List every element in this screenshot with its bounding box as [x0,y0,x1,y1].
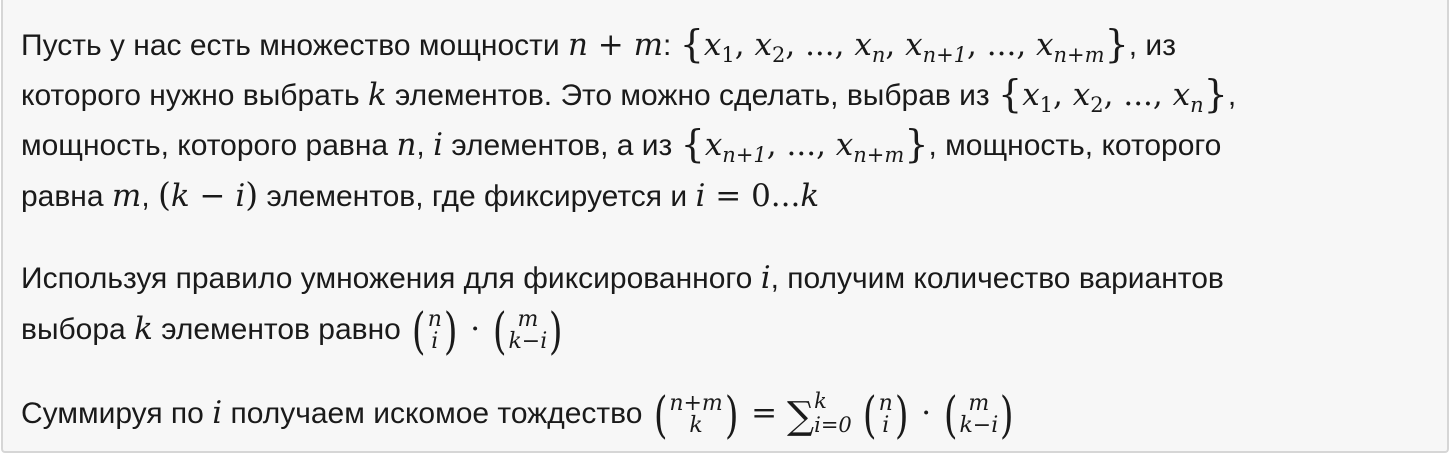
line-7 [21,387,1427,443]
math-cdot: · [460,310,490,347]
binomial-stack [879,393,893,437]
math-rparen: ) [1000,386,1014,444]
math-sub: 2 [771,43,786,67]
paragraph-combinatorial-argument [21,20,1427,221]
binomial-top: n [878,391,893,416]
binomial-m-k-minus-i [941,387,1017,443]
math-lbrace: { [680,122,705,166]
math-x: x [754,27,772,63]
answer-card [1,0,1449,453]
math-comma: , [734,27,755,63]
math-ellipsis: ... [786,127,817,163]
math-cdot: · [911,394,941,431]
math-lparen: ( [492,302,507,360]
math-comma: , [785,27,806,63]
line-4 [21,170,1427,221]
math-lbrace: { [998,72,1023,116]
math-ellipsis: ... [770,178,801,214]
summation-upper: k [814,388,827,413]
math-comma: , [967,27,987,63]
text: , мощность, которого [928,129,1222,162]
math-i: i [235,178,246,214]
binomial-top: m [517,307,539,332]
text: Используя правило умножения для фиксированного [21,262,761,295]
math-rparen: ) [724,386,739,444]
answer-content [21,20,1427,443]
math-k: k [800,178,820,214]
binomial-stack [428,309,442,353]
binomial-bottom: k [689,413,703,438]
math-x: x [835,127,854,163]
binomial-stack [959,393,998,437]
math-ellipsis: ... [1123,77,1153,113]
line-2 [21,70,1427,120]
math-comma: , [1016,27,1037,63]
math-x: x [1022,77,1040,113]
math-n: n [396,127,417,163]
math-rbrace: } [904,122,929,166]
text: элементов равно [152,312,410,346]
math-x: x [1072,77,1091,113]
math-rbrace: } [1203,72,1228,116]
math-comma: , [1103,77,1124,113]
text: равна [21,180,112,213]
text: выбора [21,312,135,346]
line-3 [21,120,1427,170]
binomial-n-i [860,387,911,443]
math-i: i [212,394,223,431]
binomial-stack [669,393,722,437]
binomial-top: n+m [669,391,723,416]
math-x: x [905,27,923,63]
summation-lower: i=0 [814,412,852,437]
math-comma: , [766,127,787,163]
binomial-bottom: k−i [959,413,999,438]
math-rparen: ) [245,175,259,214]
math-sub: n+1 [722,143,767,167]
text: получаем искомое тождество [222,396,651,430]
text: элементов, а из [443,129,681,162]
text: Суммируя по [21,396,213,430]
math-lparen: ( [412,302,426,360]
math-sub: 2 [1090,93,1104,117]
math-rparen: ) [443,302,458,360]
math-x: x [854,27,872,63]
text: , из [1128,29,1176,62]
math-comma: , [816,127,836,163]
math-lbrace: { [679,22,704,66]
math-minus: − [189,178,236,214]
math-sub: n+1 [922,43,968,67]
math-k: k [367,77,387,113]
math-i: i [433,127,443,163]
math-sub: n [1190,93,1204,117]
text: , [416,129,434,162]
binomial-bottom: i [431,329,439,354]
math-rbrace: } [1104,22,1129,66]
text: , [141,180,158,213]
line-6 [21,303,1427,359]
math-ellipsis: ... [805,27,835,63]
binomial-bottom: k−i [508,329,548,354]
math-sub: 1 [721,43,735,67]
binomial-top: m [968,391,990,416]
binomial-n-plus-m-k [651,387,742,443]
math-lparen: ( [863,386,877,444]
math-sub: n+m [853,143,905,167]
math-m: m [111,178,142,214]
binomial-bottom: i [882,413,890,438]
sigma-symbol: ∑ [786,393,815,438]
math-lparen: ( [157,175,171,214]
math-m: m [633,27,664,63]
math-lparen: ( [653,386,668,444]
math-plus: + [587,27,634,63]
text: элементов, где фиксируется и [258,180,696,213]
math-n: n [567,27,588,63]
math-comma: , [885,27,906,63]
text: которого нужно выбрать [21,79,368,112]
paragraph-identity [21,387,1427,443]
line-5 [21,254,1427,303]
math-k: k [134,310,153,347]
binomial-n-i [409,303,460,359]
math-sub: 1 [1039,93,1054,117]
math-comma: , [1053,77,1073,113]
text: мощность, которого равна [21,129,397,162]
text: , [1227,79,1237,112]
math-rparen: ) [549,302,563,360]
line-1 [21,20,1427,70]
binomial-m-k-minus-i [490,303,566,359]
math-sub: n [871,43,886,67]
math-comma: , [1152,77,1173,113]
summation-limits [814,388,852,437]
math-x: x [703,27,722,63]
math-zero: 0 [751,178,771,214]
text: элементов. Это можно сделать, выбрав из [386,79,998,112]
math-rparen: ) [894,386,909,444]
math-equals: = [705,178,752,214]
binomial-top: n [427,307,442,332]
text: Пусть у нас есть множество мощности [21,29,568,62]
math-comma: , [834,27,855,63]
math-sub: n+m [1053,43,1105,67]
math-i: i [760,260,771,296]
math-x: x [704,127,723,163]
math-ellipsis: ... [986,27,1017,63]
paragraph-multiplication-rule [21,254,1427,359]
text: , получим количество вариантов [770,262,1224,295]
math-equals: = [741,394,787,431]
math-i: i [695,178,706,214]
binomial-stack [508,309,547,353]
math-x: x [1036,27,1054,63]
math-k: k [170,178,190,214]
text: : [663,29,680,62]
math-lparen: ( [943,386,958,444]
math-x: x [1172,77,1191,113]
summation [787,390,852,441]
